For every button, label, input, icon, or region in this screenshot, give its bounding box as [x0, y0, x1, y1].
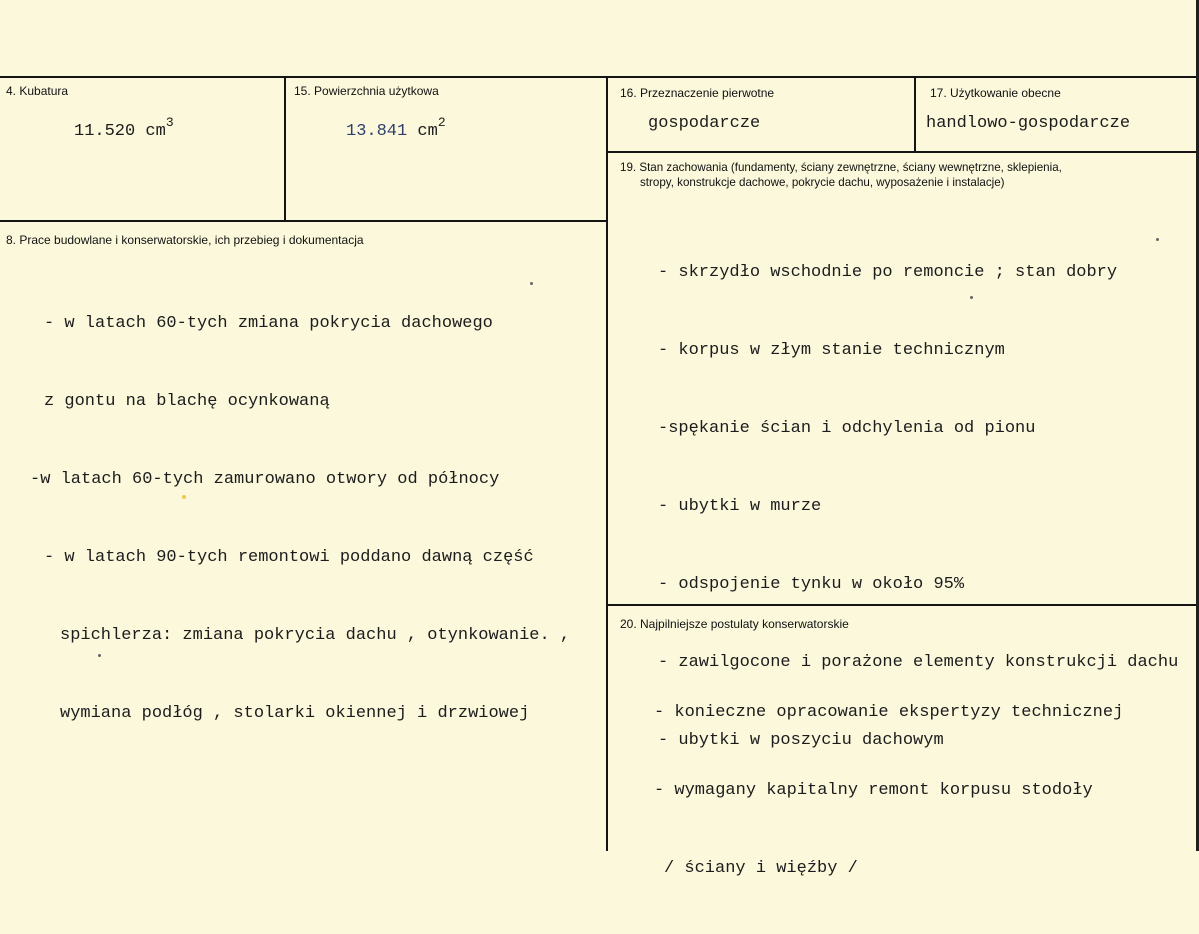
stan-line: - skrzydło wschodnie po remoncie ; stan dobry [658, 263, 1118, 282]
prace-line: - w latach 60-tych zmiana pokrycia dachowego [44, 314, 493, 333]
paper-speck [182, 495, 186, 499]
divider-1 [284, 76, 286, 222]
postulaty-line: / ściany i więźby / [664, 859, 858, 878]
paper-speck [98, 654, 101, 657]
prace-line: wymiana podłóg , stolarki okiennej i drzwiowej [60, 704, 530, 723]
postulaty-line: - wymagany kapitalny remont korpusu stodoły [654, 781, 1093, 800]
postulaty-label: 20. Najpilniejsze postulaty konserwatorskie [620, 617, 849, 631]
uzytkowanie-value: handlowo-gospodarcze [926, 114, 1131, 133]
paper-speck [970, 296, 973, 299]
prace-label: 8. Prace budowlane i konserwatorskie, ich przebieg i dokumentacja [6, 233, 364, 247]
top-rule [0, 76, 1199, 78]
postulaty-list [654, 648, 1123, 934]
stan-line: - ubytki w poszyciu dachowym [658, 731, 944, 750]
powierzchnia-value: 13.841 $cm^2$ [346, 115, 446, 141]
divider-3 [914, 76, 916, 153]
kubatura-label: 4. Kubatura [6, 84, 69, 98]
kubatura-value: 11.520 $cm^3$ [74, 115, 174, 141]
przeznaczenie-value: gospodarcze [648, 114, 761, 133]
postulaty-line: - konieczne opracowanie ekspertyzy technicznej [654, 703, 1124, 722]
przeznaczenie-label: 16. Przeznaczenie pierwotne [620, 86, 775, 100]
stan-line: -spękanie ścian i odchylenia od pionu [658, 419, 1036, 438]
stan-line: - ubytki w murze [658, 497, 822, 516]
stan-line: - odspojenie tynku w około 95% [658, 575, 965, 594]
prace-line: spichlerza: zmiana pokrycia dachu , otynkowanie. , [60, 626, 571, 645]
prace-line: - w latach 90-tych remontowi poddano dawną część [44, 548, 534, 567]
prace-line: -w latach 60-tych zamurowano otwory od północy [30, 470, 500, 489]
stan-line: - korpus w złym stanie technicznym [658, 341, 1005, 360]
powierzchnia-label: 15. Powierzchnia użytkowa [294, 84, 439, 98]
prace-list [30, 259, 570, 779]
paper-speck [530, 282, 533, 285]
prace-line: z gontu na blachę ocynkowaną [44, 392, 330, 411]
paper-speck [1156, 238, 1159, 241]
stan-label-line2: stropy, konstrukcje dachowe, pokrycie dachu, wyposażenie i instalacje) [640, 176, 1005, 189]
stan-label-line1: 19. Stan zachowania (fundamenty, ściany zewnętrzne, ściany wewnętrzne, sklepienia, [620, 161, 1062, 174]
mid-left-rule [0, 220, 608, 222]
uzytkowanie-label: 17. Użytkowanie obecne [930, 86, 1061, 100]
divider-center [606, 76, 608, 851]
mid-right-rule [607, 151, 1199, 153]
stan-line: - zawilgocone i porażone elementy konstrukcji dachu [658, 653, 1179, 672]
